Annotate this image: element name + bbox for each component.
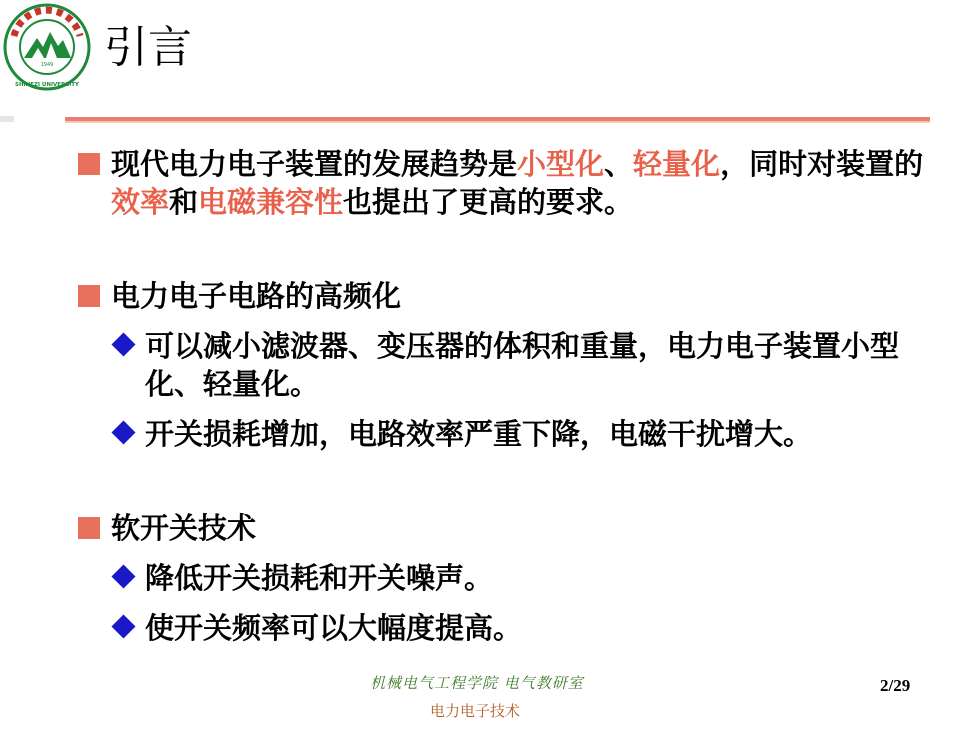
sub-bullet-switching-loss xyxy=(78,415,938,453)
diamond-bullet-icon xyxy=(111,332,135,356)
university-logo xyxy=(2,2,92,92)
sub-bullet-reduce-size xyxy=(78,327,938,403)
slide-content xyxy=(78,145,938,647)
bullet-trend-run: 也提出了更高的要求。 xyxy=(343,185,634,219)
square-bullet-icon xyxy=(78,153,100,175)
page-number: 2/29 xyxy=(880,676,911,695)
bullet-trend-run: ，同时对装置的 xyxy=(720,147,924,181)
bullet-high-frequency xyxy=(78,277,938,315)
title-rule-shadow xyxy=(65,121,930,123)
sub-bullet-text: 降低开关损耗和开关噪声。 xyxy=(145,561,494,595)
sub-bullet-reduce-loss xyxy=(78,559,938,597)
sub-bullet-text: 可以减小滤波器、变压器的体积和重量，电力电子装置小型化、轻量化。 xyxy=(145,329,900,401)
diamond-bullet-icon xyxy=(111,614,135,638)
bullet-trend-run: 、 xyxy=(604,147,634,181)
bullet-trend-run: 现代电力电子装置的发展趋势是 xyxy=(111,147,518,181)
svg-text:SHIHEZI UNIVERSITY: SHIHEZI UNIVERSITY xyxy=(14,82,80,88)
svg-text:1949: 1949 xyxy=(40,62,54,68)
diamond-bullet-icon xyxy=(111,420,135,444)
highlight-emc: 电磁兼容性 xyxy=(198,185,344,219)
sub-bullet-text: 开关损耗增加，电路效率严重下降，电磁干扰增大。 xyxy=(145,417,813,451)
slide-title: 引言 xyxy=(104,22,192,73)
diamond-bullet-icon xyxy=(111,564,135,588)
square-bullet-icon xyxy=(78,285,100,307)
bullet-soft-switching-text: 软开关技术 xyxy=(111,511,257,545)
bullet-high-frequency-text: 电力电子电路的高频化 xyxy=(111,279,402,313)
square-bullet-icon xyxy=(78,517,100,539)
bullet-soft-switching xyxy=(78,509,938,547)
sub-bullet-raise-frequency xyxy=(78,609,938,647)
bullet-trend xyxy=(78,145,938,221)
highlight-efficiency: 效率 xyxy=(111,185,170,219)
highlight-miniaturization: 小型化 xyxy=(517,147,605,181)
side-mark xyxy=(0,116,14,122)
footer-department: 机械电气工程学院 电气教研室 xyxy=(370,674,584,692)
sub-bullet-text: 使开关频率可以大幅度提高。 xyxy=(145,611,523,645)
footer-course: 电力电子技术 xyxy=(430,702,521,720)
highlight-lightweight: 轻量化 xyxy=(633,147,721,181)
bullet-trend-run: 和 xyxy=(169,185,199,219)
